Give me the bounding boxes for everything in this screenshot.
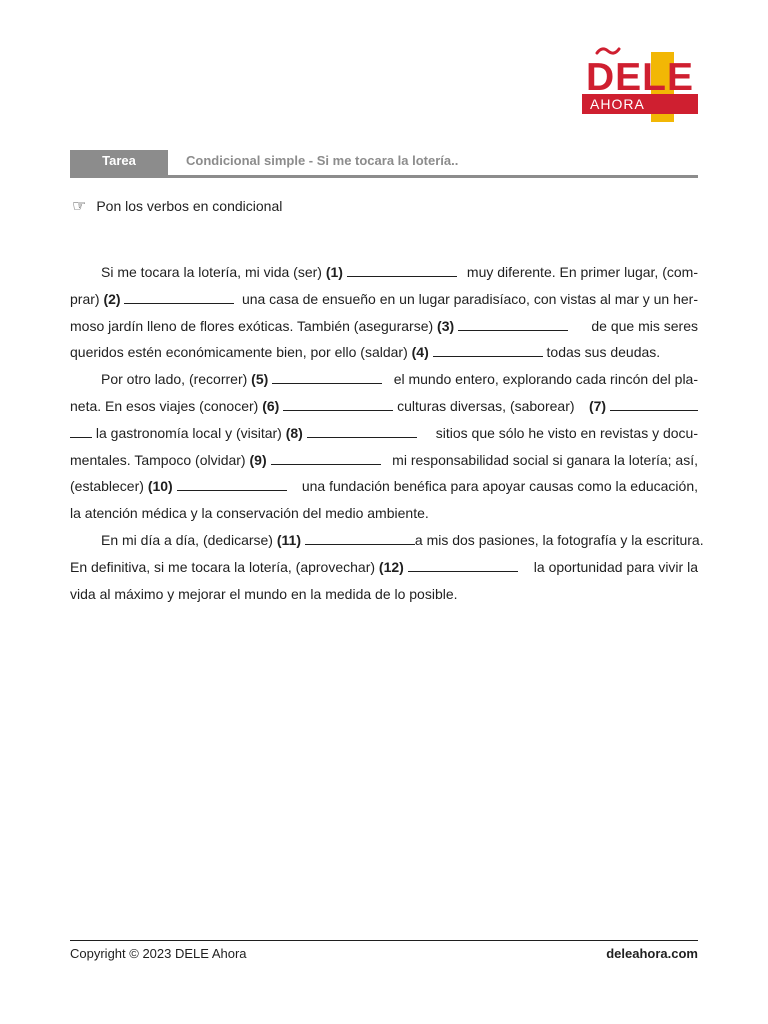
task-header <box>70 150 698 178</box>
logo-brand: DELE <box>586 56 695 99</box>
gap-number: (2) <box>103 290 121 307</box>
gap-number: (10) <box>147 478 173 495</box>
text-segment: mi responsabilidad social si ganara la lotería; así, <box>392 451 698 468</box>
text-segment: sitios que sólo he visto en revistas y docu- <box>435 424 698 441</box>
text-line <box>70 581 698 608</box>
text-line <box>70 473 698 500</box>
gap-number: (1) <box>325 264 343 280</box>
gap-number: (8) <box>285 424 303 441</box>
gap-number: (6) <box>262 397 280 414</box>
text-line <box>70 286 698 313</box>
text-segment: de que mis seres <box>591 317 698 334</box>
text-segment: En mi día a día, (dedicarse) <box>101 531 273 548</box>
text-segment: queridos estén económicamente bien, por ello (saldar) <box>70 344 408 361</box>
pointing-hand-icon: ☞ <box>72 196 87 215</box>
gap-number: (3) <box>437 317 455 334</box>
task-tag: Tarea <box>70 150 168 178</box>
text-segment: mentales. Tampoco (olvidar) <box>70 451 246 468</box>
logo-tilde-icon <box>595 46 621 56</box>
text-line <box>70 393 698 420</box>
text-line <box>70 420 698 447</box>
gap-blank-8[interactable] <box>307 420 417 438</box>
footer-site-link[interactable]: deleahora.com <box>606 946 698 961</box>
instruction-text: Pon los verbos en condicional <box>96 197 283 214</box>
instruction <box>72 196 282 215</box>
text-segment: Si me tocara la lotería, mi vida (ser) <box>101 264 322 280</box>
gap-number: (11) <box>276 531 301 548</box>
gap-blank-10[interactable] <box>177 473 287 491</box>
gap-blank-11[interactable] <box>305 527 415 545</box>
gap-blank-1[interactable] <box>347 259 457 277</box>
gap-blank-4[interactable] <box>433 339 543 357</box>
text-segment: prar) <box>70 290 100 307</box>
text-segment: a mis dos pasiones, la fotografía y la escritura. <box>414 531 704 548</box>
task-rule <box>168 175 698 178</box>
gap-blank-3[interactable] <box>458 313 568 331</box>
text-segment: muy diferente. En primer lugar, (com- <box>466 264 698 280</box>
text-segment: Por otro lado, (recorrer) <box>101 371 248 388</box>
task-title: Condicional simple - Si me tocara la lotería.. <box>186 153 459 168</box>
text-segment: todas sus deudas. <box>546 344 661 361</box>
text-segment: una fundación benéfica para apoyar causas como la educación, <box>301 478 698 495</box>
dele-ahora-logo <box>582 52 700 122</box>
text-segment: culturas diversas, (saborear) <box>397 397 575 414</box>
text-segment: En definitiva, si me tocara la lotería, (aprovechar) <box>70 558 376 575</box>
text-segment: la oportunidad para vivir la <box>533 558 698 575</box>
text-segment: la atención médica y la conservación del medio ambiente. <box>70 505 429 522</box>
text-segment: moso jardín lleno de flores exóticas. También (asegurarse) <box>70 317 434 334</box>
gap-blank-2[interactable] <box>124 286 234 304</box>
text-line <box>70 366 698 393</box>
exercise-text <box>70 259 704 607</box>
text-segment: vida al máximo y mejorar el mundo en la medida de lo posible. <box>70 585 458 602</box>
logo-subbrand: AHORA <box>590 96 645 112</box>
gap-blank-7-continued[interactable] <box>70 420 92 438</box>
text-segment: el mundo entero, explorando cada rincón del pla- <box>393 371 698 388</box>
text-line <box>70 339 698 366</box>
gap-blank-6[interactable] <box>283 393 393 411</box>
text-segment: neta. En esos viajes (conocer) <box>70 397 259 414</box>
text-line <box>70 527 704 554</box>
gap-blank-5[interactable] <box>272 366 382 384</box>
gap-blank-12[interactable] <box>408 554 518 572</box>
gap-blank-9[interactable] <box>271 447 381 465</box>
gap-blank-7[interactable] <box>610 393 698 411</box>
text-line <box>70 447 698 474</box>
text-line <box>70 554 698 581</box>
gap-number: (7) <box>588 397 607 414</box>
gap-number: (9) <box>249 451 267 468</box>
text-segment: (establecer) <box>70 478 144 495</box>
text-line <box>70 313 698 340</box>
footer-copyright: Copyright © 2023 DELE Ahora <box>70 946 247 961</box>
text-segment: la gastronomía local y (visitar) <box>95 424 282 441</box>
gap-number: (4) <box>411 344 429 361</box>
gap-number: (5) <box>251 371 269 388</box>
footer-divider <box>70 940 698 941</box>
gap-number: (12) <box>378 558 404 575</box>
text-line <box>70 259 698 286</box>
text-segment: una casa de ensueño en un lugar paradisíaco, con vistas al mar y un her- <box>241 290 698 307</box>
text-line <box>70 500 698 527</box>
